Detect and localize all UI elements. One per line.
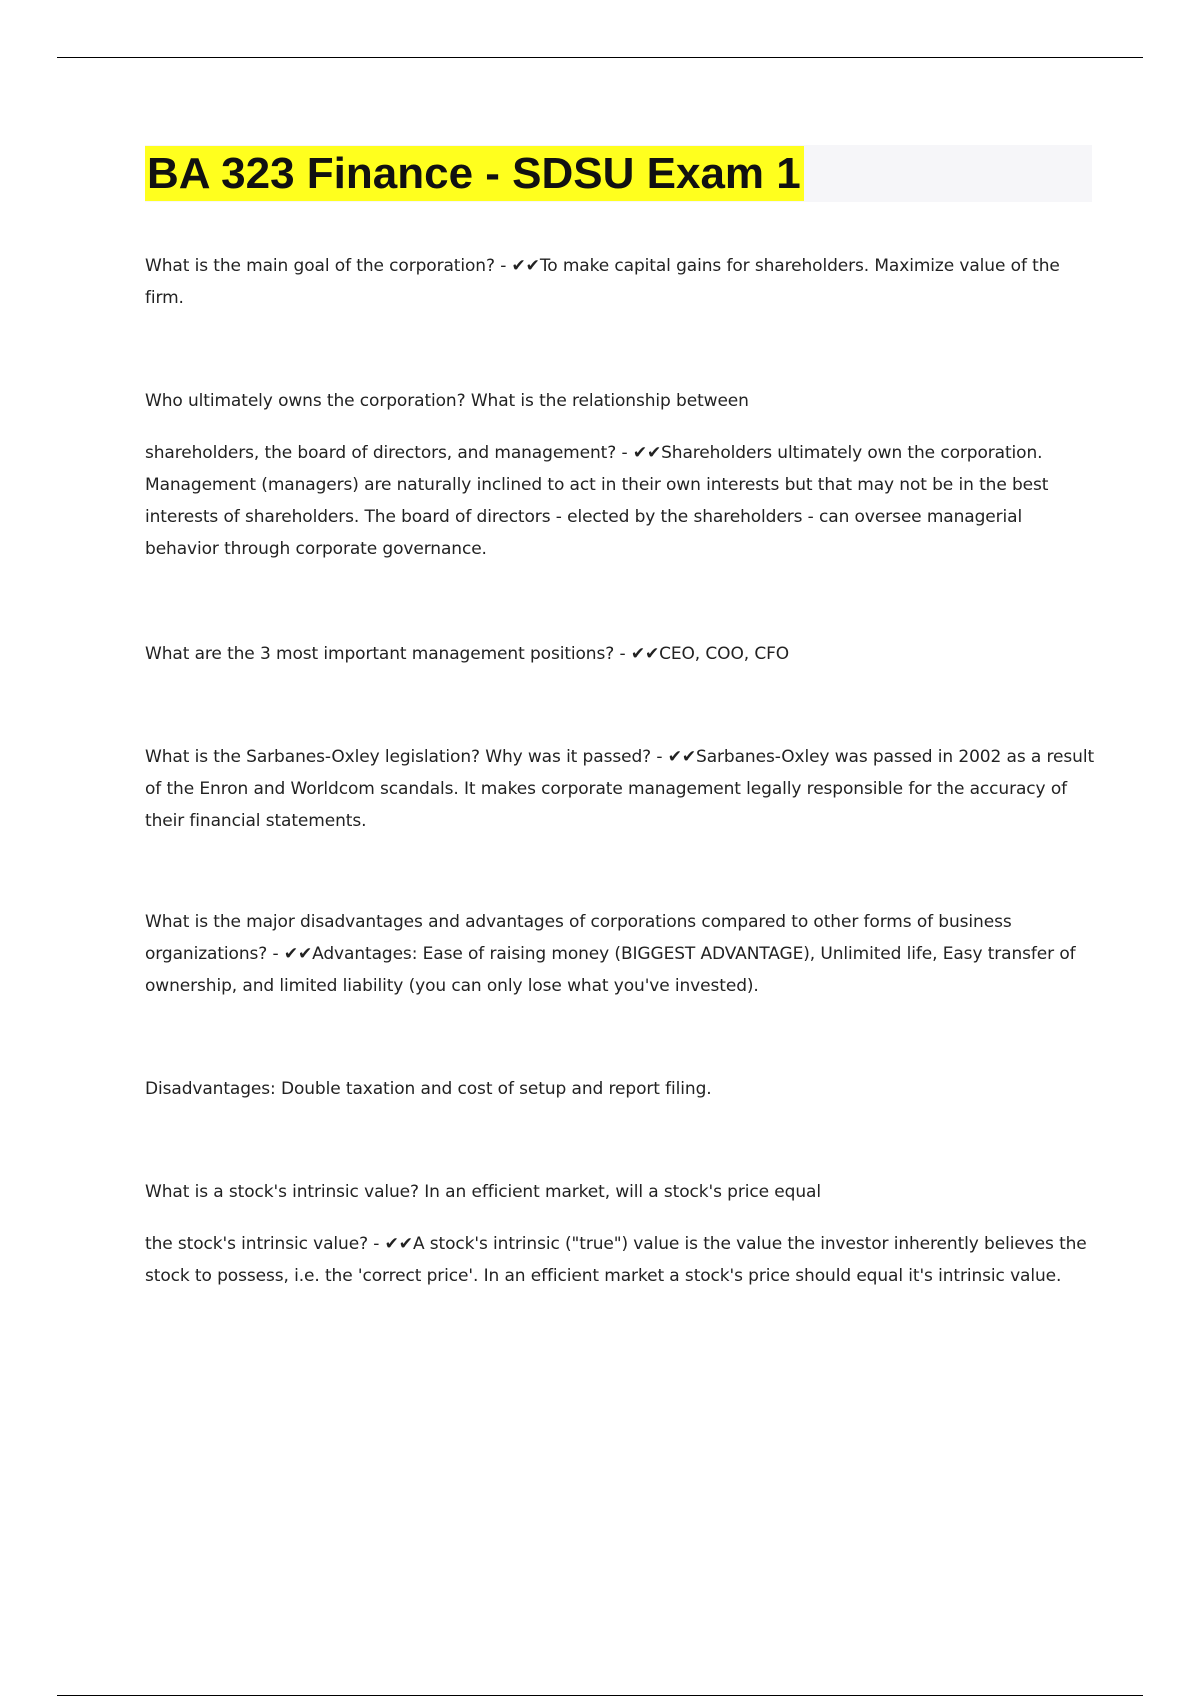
qa-text <box>145 1228 1095 1292</box>
check-separator: - ✔✔ <box>616 443 662 463</box>
question: the stock's intrinsic value? <box>145 1234 368 1254</box>
qa-item-ownership <box>145 385 1095 565</box>
answer: CEO, COO, CFO <box>659 644 790 664</box>
check-separator: - ✔✔ <box>494 256 540 276</box>
answer: Shareholders ultimately own the corporation. Management (managers) are naturally inclined to act in their own interests but that may not be in the best interests of shareholders. The board of directors - elected by the shareholders - can oversee managerial behavior through corporate governance. <box>145 443 1049 559</box>
qa-text <box>145 741 1095 837</box>
qa-text <box>145 638 1095 670</box>
qa-text <box>145 906 1095 1002</box>
answer: A stock's intrinsic ("true") value is the value the investor inherently believes the stock to possess, i.e. the 'correct price'. In an efficient market a stock's price should equal it's intrinsic value. <box>145 1234 1087 1286</box>
page-title: BA 323 Finance - SDSU Exam 1 <box>145 146 804 201</box>
answer: To make capital gains for shareholders. Maximize value of the firm. <box>145 256 1060 308</box>
disadvantages-paragraph <box>145 1073 1095 1105</box>
question-line: What is a stock's intrinsic value? In an efficient market, will a stock's price equal <box>145 1182 821 1202</box>
bottom-rule <box>57 1695 1143 1696</box>
check-separator: - ✔✔ <box>651 747 696 767</box>
check-separator: - ✔✔ <box>267 944 313 964</box>
qa-text <box>145 250 1095 314</box>
disadvantages-text: Disadvantages: Double taxation and cost of setup and report filing. <box>145 1079 712 1099</box>
question: What is the Sarbanes-Oxley legislation? Why was it passed? <box>145 747 652 767</box>
question: What is the main goal of the corporation? <box>145 256 495 276</box>
answer: Sarbanes-Oxley was passed in 2002 as a result of the Enron and Worldcom scandals. It makes corporate management legally responsible for the accuracy of their financial statements. <box>145 747 1095 831</box>
top-rule <box>57 57 1143 58</box>
qa-text <box>145 437 1095 565</box>
qa-item-sarbanes-oxley <box>145 741 1095 837</box>
qa-item-intrinsic-value <box>145 1176 1095 1292</box>
answer: Advantages: Ease of raising money (BIGGEST ADVANTAGE), Unlimited life, Easy transfer of ownership, and limited liability (you can only lose what you've invested). <box>145 944 1076 996</box>
check-separator: - ✔✔ <box>614 644 660 664</box>
qa-item-corporation-pros-cons <box>145 906 1095 1002</box>
question-line: Who ultimately owns the corporation? What is the relationship between <box>145 391 749 411</box>
qa-item-management-positions <box>145 638 1095 670</box>
question: What are the 3 most important management positions? <box>145 644 615 664</box>
qa-item-main-goal <box>145 250 1095 314</box>
check-separator: - ✔✔ <box>368 1234 413 1254</box>
question: shareholders, the board of directors, and management? <box>145 443 617 463</box>
question: What is the major disadvantages and advantages of corporations compared to other forms of business organizations? <box>145 912 1012 964</box>
